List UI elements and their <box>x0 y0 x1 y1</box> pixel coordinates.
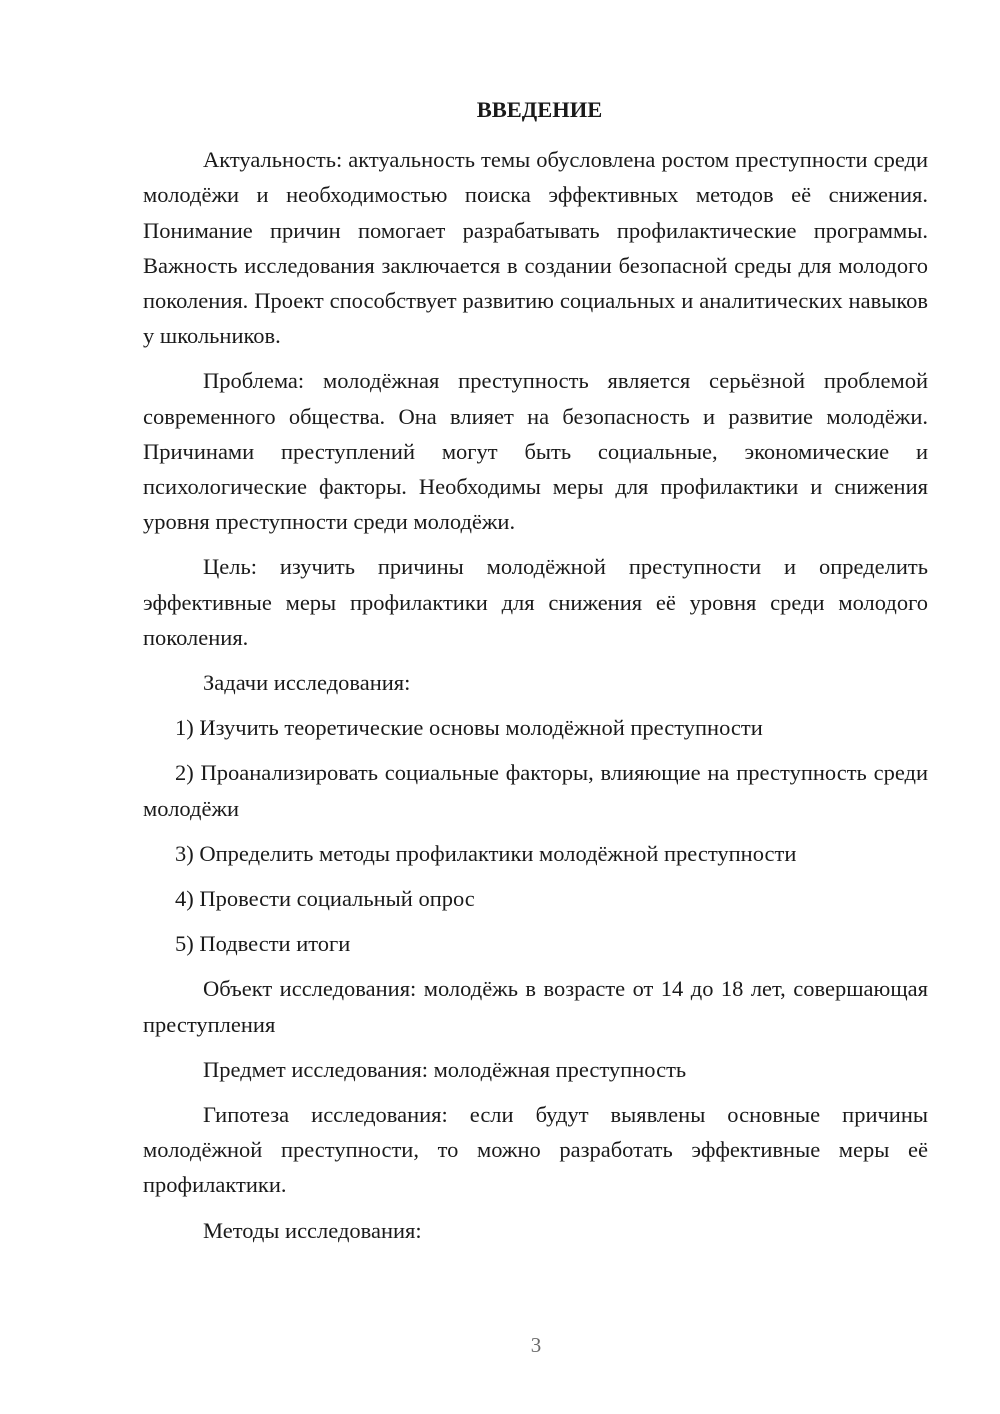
task-item-3: 3) Определить методы профилактики молодёжной преступности <box>175 840 797 866</box>
methods-heading: Методы исследования: <box>203 1217 422 1243</box>
task-item-1: 1) Изучить теоретические основы молодёжной преступности <box>175 715 763 741</box>
section-title: ВВЕДЕНИЕ <box>476 97 603 122</box>
tasks-heading: Задачи исследования: <box>203 670 411 696</box>
relevance-paragraph: Актуальность: актуальность темы обусловлена ростом преступности среди молодёжи и необходимостью поиска эффективных методов её снижения. Понимание причин помогает разрабатывать профилактические программы. Важность исследования заключается в создании безопасной среды для молодого поколения. Проект способствует развитию социальных и аналитических навыков у школьников. <box>143 147 928 349</box>
task-item-5: 5) Подвести итоги <box>175 931 351 957</box>
page-number: 3 <box>530 1333 542 1357</box>
document-body <box>143 92 928 1258</box>
task-item-4: 4) Провести социальный опрос <box>175 886 475 912</box>
object-paragraph: Объект исследования: молодёжь в возрасте от 14 до 18 лет, совершающая преступления <box>143 976 928 1037</box>
hypothesis-paragraph: Гипотеза исследования: если будут выявлены основные причины молодёжной преступности, то можно разработать эффективные меры её профилактики. <box>143 1102 928 1198</box>
task-item-2: 2) Проанализировать социальные факторы, влияющие на преступность среди молодёжи <box>143 760 928 821</box>
goal-paragraph: Цель: изучить причины молодёжной преступности и определить эффективные меры профилактики для снижения её уровня среди молодого поколения. <box>143 554 928 650</box>
subject-paragraph: Предмет исследования: молодёжная преступность <box>203 1056 687 1082</box>
problem-paragraph: Проблема: молодёжная преступность является серьёзной проблемой современного общества. Она влияет на безопасность и развитие молодёжи. Причинами преступлений могут быть социальные, экономические и психологические факторы. Необходимы меры для профилактики и снижения уровня преступности среди молодёжи. <box>143 368 928 535</box>
